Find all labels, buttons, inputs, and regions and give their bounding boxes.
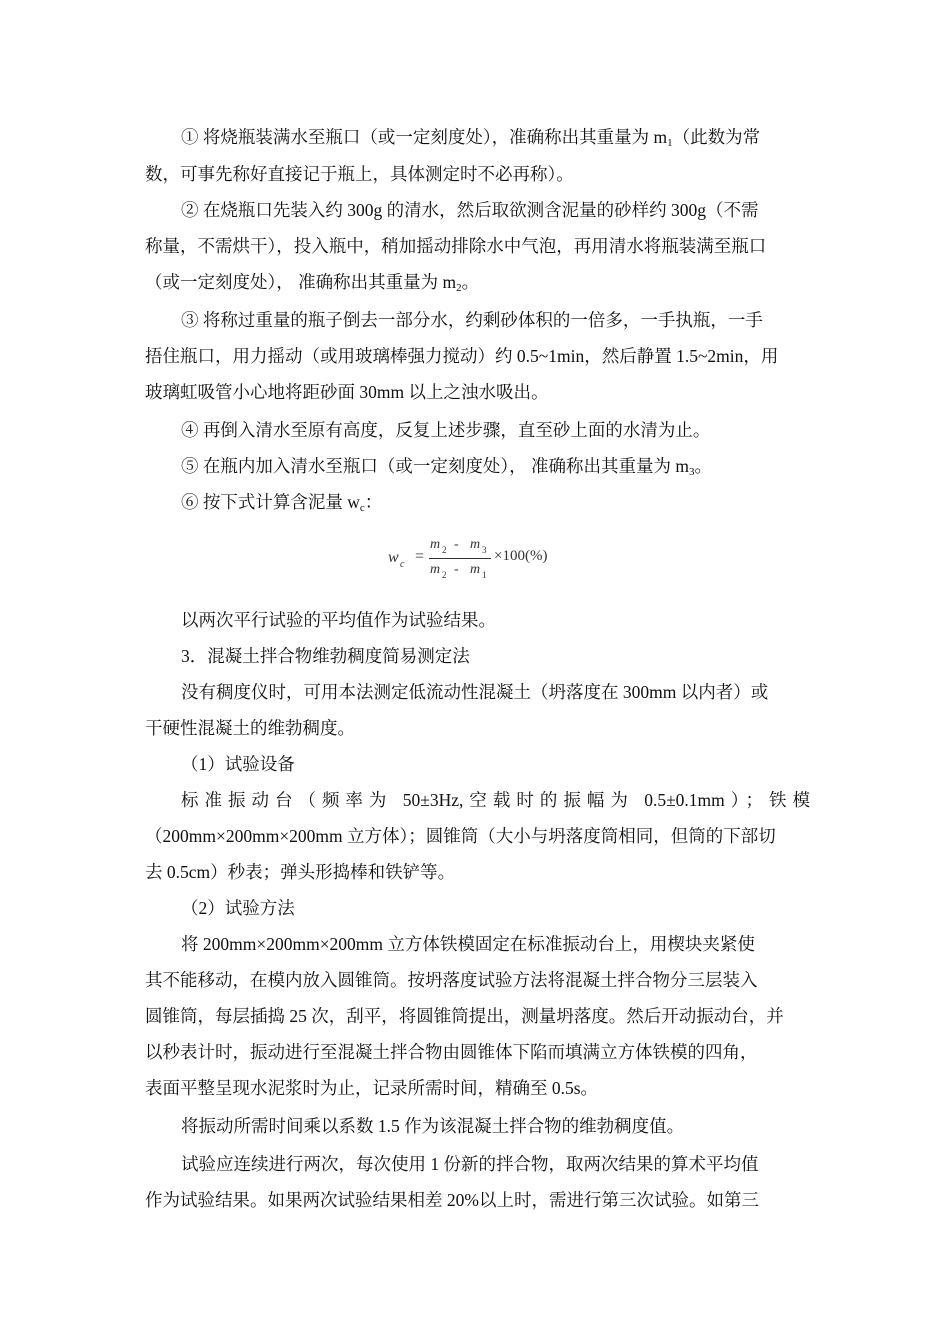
equipment-line-1: 标准振动台（频率为 50±3Hz,空载时的振幅为 0.5±0.1mm）；铁模 — [181, 790, 810, 810]
equipment-line-3: 去 0.5cm）秒表；弹头形捣棒和铁铲等。 — [145, 862, 456, 882]
mud-content-formula — [388, 537, 588, 587]
formula-num-op: - — [454, 537, 459, 552]
step-4-line-1: ④ 再倒入清水至原有高度，反复上述步骤，直至砂上面的水清为止。 — [181, 420, 711, 440]
step-3-line-1: ③ 将称过重量的瓶子倒去一部分水，约剩砂体积的一倍多，一手执瓶，一手 — [181, 310, 763, 330]
step-2-subscript: 2 — [456, 282, 462, 294]
section-3-heading: 3．混凝土拌合物维勃稠度简易测定法 — [181, 646, 470, 666]
equipment-line-2: （200mm×200mm×200mm 立方体）；圆锥筒（大小与坍落度筒相同，但筒的下部切 — [145, 826, 776, 846]
section-3-intro-line-2: 干硬性混凝土的维勃稠度。 — [145, 718, 355, 738]
step-5-subscript: 3 — [689, 466, 695, 478]
step-2-line-2: 称量，不需烘干），投入瓶中，稍加摇动排除水中气泡，再用清水将瓶装满至瓶口 — [145, 236, 767, 256]
step-6-text: ⑥ 按下式计算含泥量 w — [181, 492, 360, 512]
step-6-subscript: c — [359, 502, 365, 514]
method-line-1: 将 200mm×200mm×200mm 立方体铁模固定在标准振动台上，用楔块夹紧使 — [181, 934, 755, 954]
step-5-text: ⑤ 在瓶内加入清水至瓶口（或一定刻度处）， 准确称出其重量为 m — [181, 456, 689, 476]
formula-equals: = — [415, 548, 425, 565]
formula-lhs-sub: c — [400, 559, 405, 570]
formula-num-b-sub: 3 — [482, 545, 487, 555]
step-2-line-1: ② 在烧瓶口先装入约 300g 的清水，然后取欲测含泥量的砂样约 300g（不需 — [181, 200, 759, 220]
step-1-text: ① 将烧瓶装满水至瓶口（或一定刻度处），准确称出其重量为 m — [181, 127, 668, 147]
section-3-intro-line-1: 没有稠度仪时，可用本法测定低流动性混凝土（坍落度在 300mm 以内者）或 — [181, 682, 769, 702]
subsection-1-heading: （1）试验设备 — [181, 754, 295, 774]
formula-tail: ×100(%) — [494, 548, 548, 564]
formula-den-b-sub: 1 — [482, 570, 487, 580]
step-3-line-2: 捂住瓶口，用力摇动（或用玻璃棒强力搅动）约 0.5~1min，然后静置 1.5~2min，用 — [145, 346, 779, 366]
step-2-text: （或一定刻度处）， 准确称出其重量为 m — [145, 272, 457, 292]
method-line-4: 以秒表计时，振动进行至混凝土拌合物由圆锥体下陷而填满立方体铁模的四角， — [145, 1042, 758, 1062]
formula-den-a: m — [430, 562, 441, 577]
step-1-tail: （此数为常 — [672, 127, 761, 147]
formula-num-a: m — [430, 537, 441, 552]
step-1-line-2: 数，可事先称好直接记于瓶上，具体测定时不必再称）。 — [145, 164, 574, 184]
method-line-5: 表面平整呈现水泥浆时为止，记录所需时间，精确至 0.5s。 — [145, 1078, 599, 1098]
step-5-line-1 — [181, 454, 810, 478]
formula-den-b: m — [470, 562, 481, 577]
formula-den-op: - — [454, 562, 459, 577]
formula-num-a-sub: 2 — [442, 545, 447, 555]
step-6-line-1 — [181, 490, 810, 514]
step-3-line-3: 玻璃虹吸管小心地将距砂面 30mm 以上之浊水吸出。 — [145, 382, 549, 402]
step-6-tail: ： — [364, 492, 383, 512]
step-2-tail: 。 — [461, 272, 480, 292]
after-formula-text: 以两次平行试验的平均值作为试验结果。 — [181, 610, 496, 630]
method-line-2: 其不能移动，在模内放入圆锥筒。按坍落度试验方法将混凝土拌合物分三层装入 — [145, 970, 758, 990]
formula-fraction-bar — [429, 558, 491, 559]
step-2-line-3 — [145, 270, 810, 294]
method-line-3: 圆锥筒，每层插捣 25 次，刮平，将圆锥筒提出，测量坍落度。然后开动振动台，并 — [145, 1006, 784, 1026]
repeat-line-2: 作为试验结果。如果两次试验结果相差 20%以上时，需进行第三次试验。如第三 — [145, 1190, 759, 1210]
subsection-2-heading: （2）试验方法 — [181, 898, 295, 918]
step-5-tail: 。 — [694, 456, 712, 476]
formula-den-a-sub: 2 — [442, 570, 447, 580]
step-1-subscript: 1 — [667, 137, 673, 149]
repeat-line-1: 试验应连续进行两次，每次使用 1 份新的拌合物，取两次结果的算术平均值 — [181, 1154, 759, 1174]
formula-lhs: w — [388, 549, 399, 566]
step-1-line-1 — [181, 125, 810, 149]
formula-num-b: m — [470, 537, 481, 552]
multiply-text: 将振动所需时间乘以系数 1.5 作为该混凝土拌合物的维勃稠度值。 — [181, 1116, 685, 1136]
